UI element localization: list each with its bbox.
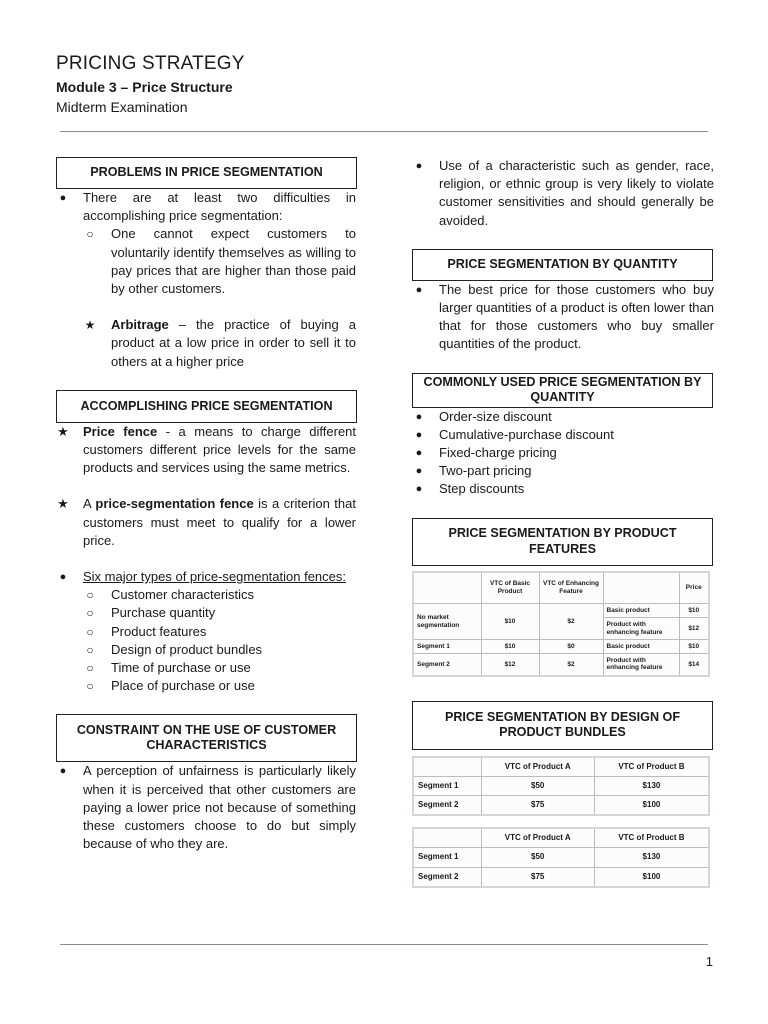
- list-item: ○ Customer characteristics: [56, 586, 356, 604]
- left-column: [56, 157, 356, 853]
- list-item: ★ Price fence - a means to charge different customers different price levels for the same products and services using the same metrics.: [57, 423, 357, 476]
- table-header-cell: VTC of Product B: [594, 757, 709, 777]
- section-heading-product-features: PRICE SEGMENTATION BY PRODUCT FEATURES: [412, 518, 713, 566]
- footer-divider: [60, 944, 708, 945]
- circle-bullet-icon: ○: [86, 624, 94, 639]
- circle-bullet-icon: ○: [86, 642, 94, 657]
- product-bundles-table-1: [412, 756, 710, 817]
- star-bullet-icon: ★: [57, 496, 69, 512]
- six-types-label: Six major types of price-segmentation fences:: [83, 569, 347, 585]
- table-row: Segment 2 $12 $2 Product with enhancing feature $14: [413, 654, 709, 676]
- term-price-fence: Price fence: [83, 423, 158, 439]
- table-header-cell: Price: [679, 572, 709, 604]
- bullet-icon: ●: [415, 465, 423, 478]
- list-item: ○ Place of purchase or use: [56, 677, 356, 695]
- module-title: Module 3 – Price Structure: [56, 79, 233, 95]
- list-item: ● Step discounts: [412, 480, 714, 498]
- table-row: Product with enhancing feature $12: [413, 618, 709, 640]
- list-item: ○ Time of purchase or use: [56, 659, 356, 677]
- circle-bullet-icon: ○: [86, 606, 94, 621]
- circle-bullet-icon: ○: [86, 227, 94, 242]
- table-header-cell: VTC of Basic Product: [481, 572, 539, 604]
- list-item: ● Order-size discount: [412, 408, 714, 426]
- table-header-cell: [413, 828, 481, 848]
- bullet-icon: ●: [415, 447, 423, 460]
- table-row: No market segmentation $10 $2 Basic product $10: [413, 604, 709, 618]
- term-arbitrage: Arbitrage: [111, 317, 169, 333]
- table-header-cell: VTC of Product A: [481, 828, 594, 848]
- table-header-cell: [603, 572, 679, 604]
- star-bullet-icon: ★: [84, 318, 96, 333]
- circle-bullet-icon: ○: [86, 661, 94, 676]
- list-item: ● There are at least two difficulties in accomplishing price segmentation:: [56, 189, 356, 225]
- term-price-segmentation-fence: price-segmentation fence: [95, 496, 254, 512]
- table-header-cell: [413, 572, 481, 604]
- bullet-icon: ●: [415, 283, 423, 296]
- circle-bullet-icon: ○: [86, 679, 94, 694]
- list-item: ● Cumulative-purchase discount: [412, 426, 714, 444]
- list-item: ★ Arbitrage – the practice of buying a product at a low price in order to sell it to others at a higher price: [84, 317, 356, 369]
- bullet-icon: ●: [59, 571, 67, 584]
- section-heading-accomplishing: ACCOMPLISHING PRICE SEGMENTATION: [56, 390, 357, 423]
- star-bullet-icon: ★: [57, 423, 69, 439]
- product-features-table: [412, 571, 710, 677]
- table-header-cell: VTC of Enhancing Feature: [539, 572, 603, 604]
- table-header-cell: VTC of Product A: [481, 757, 594, 777]
- section-heading-constraint: CONSTRAINT ON THE USE OF CUSTOMER CHARACTERISTICS: [56, 714, 357, 762]
- table-row: Segment 1 $50 $130: [413, 848, 709, 867]
- table-row: Segment 1 $10 $0 Basic product $10: [413, 640, 709, 654]
- list-item: ● A perception of unfairness is particularly likely when it is perceived that other customers are paying a lower price not because of something these customers choose to do but simply because of who they are.: [56, 762, 356, 853]
- table-header-cell: [413, 757, 481, 777]
- section-heading-quantity: PRICE SEGMENTATION BY QUANTITY: [412, 249, 713, 281]
- table-row: Segment 2 $75 $100: [413, 796, 709, 816]
- table-header-cell: VTC of Product B: [594, 828, 709, 848]
- list-item: ● The best price for those customers who buy larger quantities of a product is often lower than that for those customers who buy smaller quantities of the product.: [412, 281, 714, 354]
- page-number: 1: [705, 954, 713, 969]
- exam-subtitle: Midterm Examination: [56, 99, 188, 115]
- section-heading-common-quantity: COMMONLY USED PRICE SEGMENTATION BY QUANTITY: [412, 373, 713, 408]
- page-title: PRICING STRATEGY: [56, 53, 245, 74]
- table-row: Segment 1 $50 $130: [413, 776, 709, 795]
- list-item: ○ Product features: [56, 623, 356, 641]
- section-heading-product-bundles: PRICE SEGMENTATION BY DESIGN OF PRODUCT BUNDLES: [412, 701, 713, 750]
- section-heading-problems: PROBLEMS IN PRICE SEGMENTATION: [56, 157, 357, 189]
- bullet-icon: ●: [59, 192, 67, 204]
- right-column: [412, 157, 714, 888]
- list-item: ○ One cannot expect customers to voluntarily identify themselves as willing to pay prices that are higher than those paid by other customers.: [56, 225, 356, 298]
- list-item: [56, 568, 356, 586]
- circle-bullet-icon: ○: [86, 588, 94, 603]
- bullet-icon: ●: [415, 483, 423, 496]
- list-item: ○ Design of product bundles: [56, 641, 356, 659]
- bullet-icon: ●: [415, 428, 423, 441]
- document-header: [56, 52, 245, 117]
- bullet-icon: ●: [59, 765, 67, 778]
- bullet-icon: ●: [415, 160, 423, 172]
- product-bundles-table-2: [412, 827, 710, 888]
- bullet-icon: ●: [415, 410, 423, 423]
- list-item: ● Use of a characteristic such as gender, race, religion, or ethnic group is very likely to violate customer sensitivities and should generally be avoided.: [412, 157, 714, 230]
- list-item: ● Two-part pricing: [412, 462, 714, 480]
- list-item: ● Fixed-charge pricing: [412, 444, 714, 462]
- list-item: ★ A price-segmentation fence is a criterion that customers must meet to qualify for a lower price.: [57, 496, 356, 548]
- header-divider: [60, 131, 708, 132]
- table-row: Segment 2 $75 $100: [413, 867, 709, 887]
- list-item: ○ Purchase quantity: [56, 604, 356, 622]
